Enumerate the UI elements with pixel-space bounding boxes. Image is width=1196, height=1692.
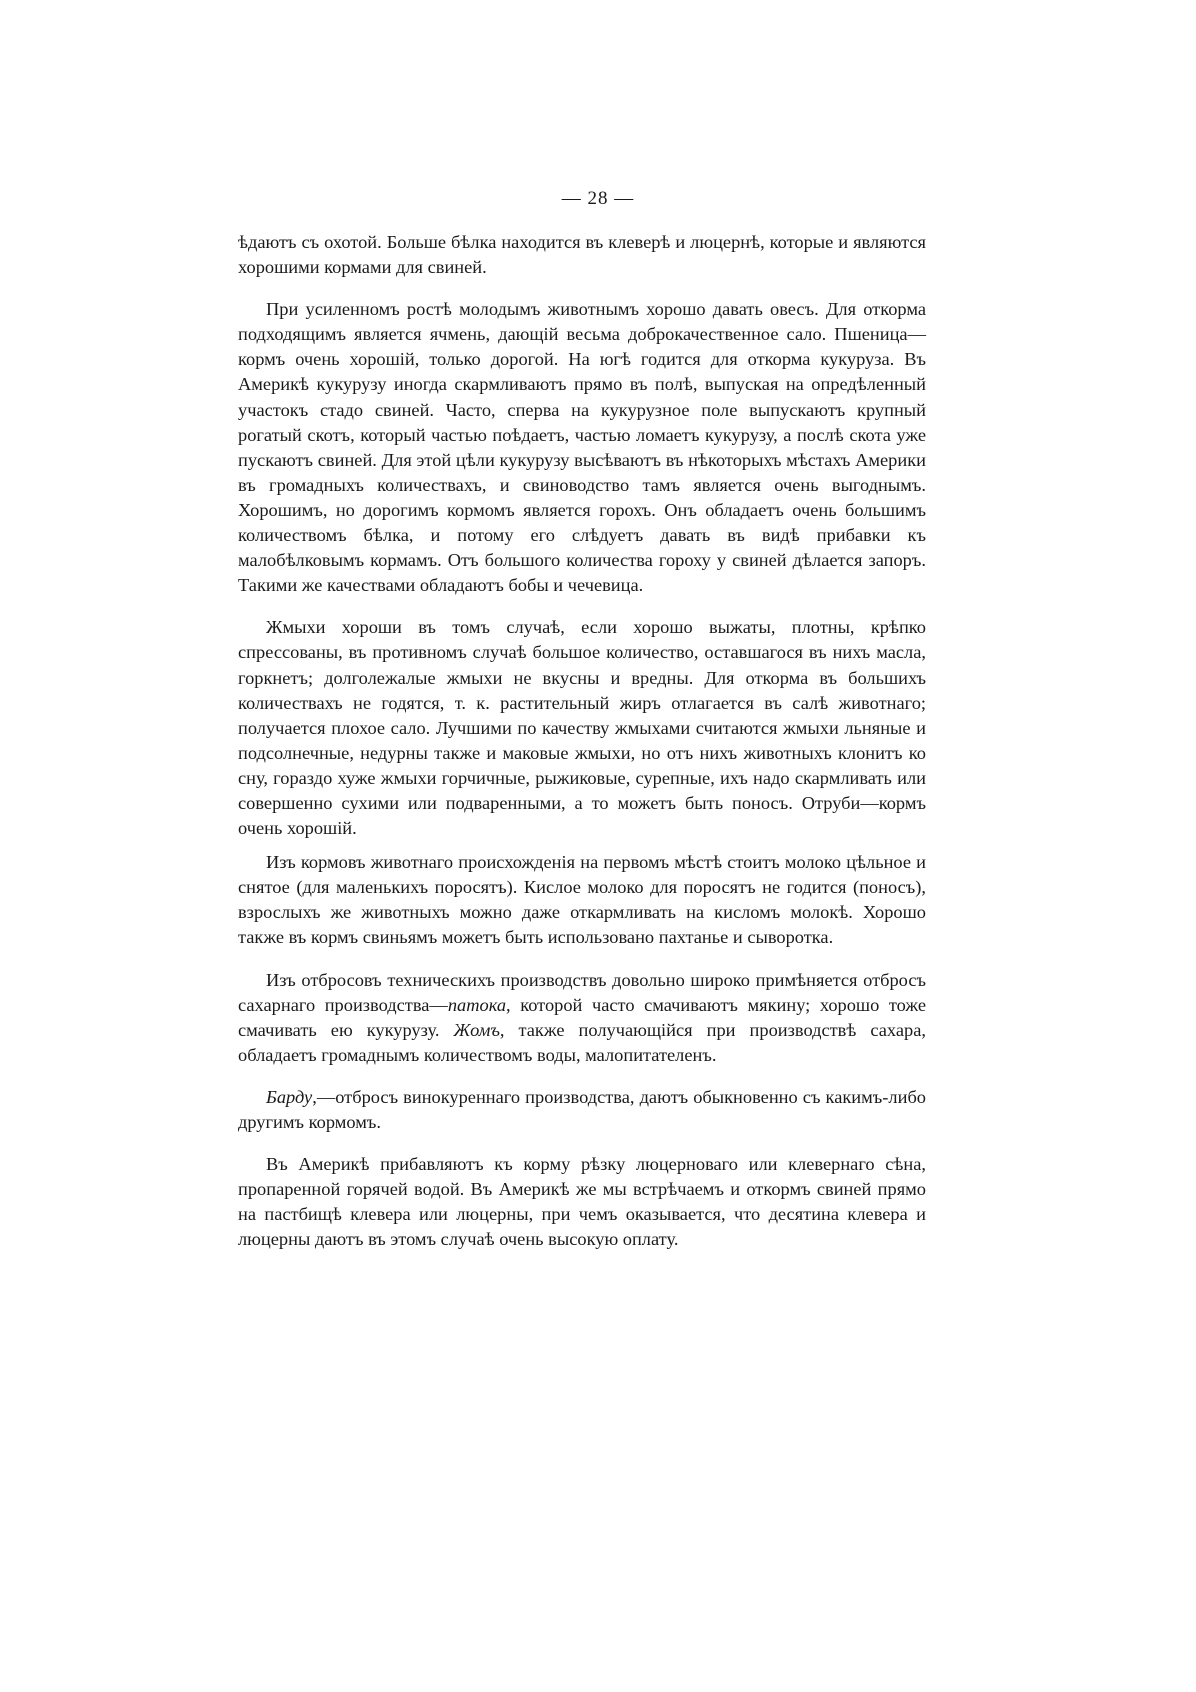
industrial-waste-text-start: Изъ отбросовъ техническихъ производствъ довольно широко примѣняется отбросъ сахарнаго производства— [238, 969, 926, 1015]
industrial-waste-text-middle: , которой часто смачиваютъ мякину; хорошо тоже смачивать ею кукурузу. [238, 994, 926, 1040]
paragraph-industrial-waste [238, 968, 926, 1068]
paragraph-animal-feeds: Изъ кормовъ животнаго происхожденія на первомъ мѣстѣ стоитъ молоко цѣльное и снятое (для маленькихъ поросятъ). Кислое молоко для поросятъ не годится (поносъ), взрослыхъ же животныхъ можно даже откармливать на кисломъ молокѣ. Хорошо также въ кормъ свиньямъ можетъ быть использовано пахтанье и сыворотка. [238, 852, 926, 948]
paragraph-distillery [238, 1085, 926, 1135]
bard-term: Барду [266, 1086, 313, 1107]
distillery-text: ,—отбросъ винокуреннаго производства, даютъ обыкновенно съ какимъ-либо другимъ кормомъ. [238, 1086, 926, 1132]
paragraph-america: Въ Америкѣ прибавляютъ къ корму рѣзку люцерноваго или клевернаго сѣна, пропаренной горячей водой. Въ Америкѣ же мы встрѣчаемъ и откормъ свиней прямо на пастбищѣ клевера или люцерны, при чемъ оказывается, что десятина клевера и люцерны даютъ въ этомъ случаѣ очень высокую оплату. [238, 1154, 926, 1250]
page-number: — 28 — [561, 188, 635, 209]
body-text [238, 230, 926, 1269]
molasses-term: патока [447, 994, 507, 1015]
pulp-term: Жомъ [453, 1019, 500, 1040]
industrial-waste-text-end: , также получающійся при производствѣ сахара, обладаетъ громаднымъ количествомъ воды, малопитателенъ. [238, 1019, 926, 1065]
paragraph-continuation: ѣдаютъ съ охотой. Больше бѣлка находится въ клеверѣ и люцернѣ, которые и являются хорошими кормами для свиней. [238, 232, 926, 278]
paragraph-grain-feeds: При усиленномъ ростѣ молодымъ животнымъ хорошо давать овесъ. Для откорма подходящимъ является ячмень, дающій весьма доброкачественное сало. Пшеница—кормъ очень хорошій, только дорогой. На югѣ годится для откорма кукуруза. Въ Америкѣ кукурузу иногда скармливаютъ прямо въ полѣ, выпуская на опредѣленный участокъ стадо свиней. Часто, сперва на кукурузное поле выпускаютъ крупный рогатый скотъ, который частью поѣдаетъ, частью ломаетъ кукурузу, а послѣ скота уже пускаютъ свиней. Для этой цѣли кукурузу высѣваютъ въ нѣкоторыхъ мѣстахъ Америки въ громадныхъ количествахъ, и свиноводство тамъ является очень выгоднымъ. Хорошимъ, но дорогимъ кормомъ является горохъ. Онъ обладаетъ очень большимъ количествомъ бѣлка, и потому его слѣдуетъ давать въ видѣ прибавки къ малобѣлковымъ кормамъ. Отъ большого количества гороху у свиней дѣлается запоръ. Такими же качествами обладаютъ бобы и чечевица. [238, 299, 926, 596]
paragraph-oilcakes: Жмыхи хороши въ томъ случаѣ, если хорошо выжаты, плотны, крѣпко спрессованы, въ противномъ случаѣ большое количество, оставшагося въ нихъ масла, горкнетъ; долголежалые жмыхи не вкусны и вредны. Для откорма въ большихъ количествахъ не годятся, т. к. растительный жиръ отлагается въ салѣ животнаго; получается плохое сало. Лучшими по качеству жмыхами считаются жмыхи льняные и подсолнечные, недурны также и маковые жмыхи, но отъ нихъ животныхъ клонитъ ко сну, гораздо хуже жмыхи горчичные, рыжиковые, сурепные, ихъ надо скармливать или совершенно сухими или подваренными, а то можетъ быть поносъ. Отруби—кормъ очень хорошій. [238, 617, 926, 839]
